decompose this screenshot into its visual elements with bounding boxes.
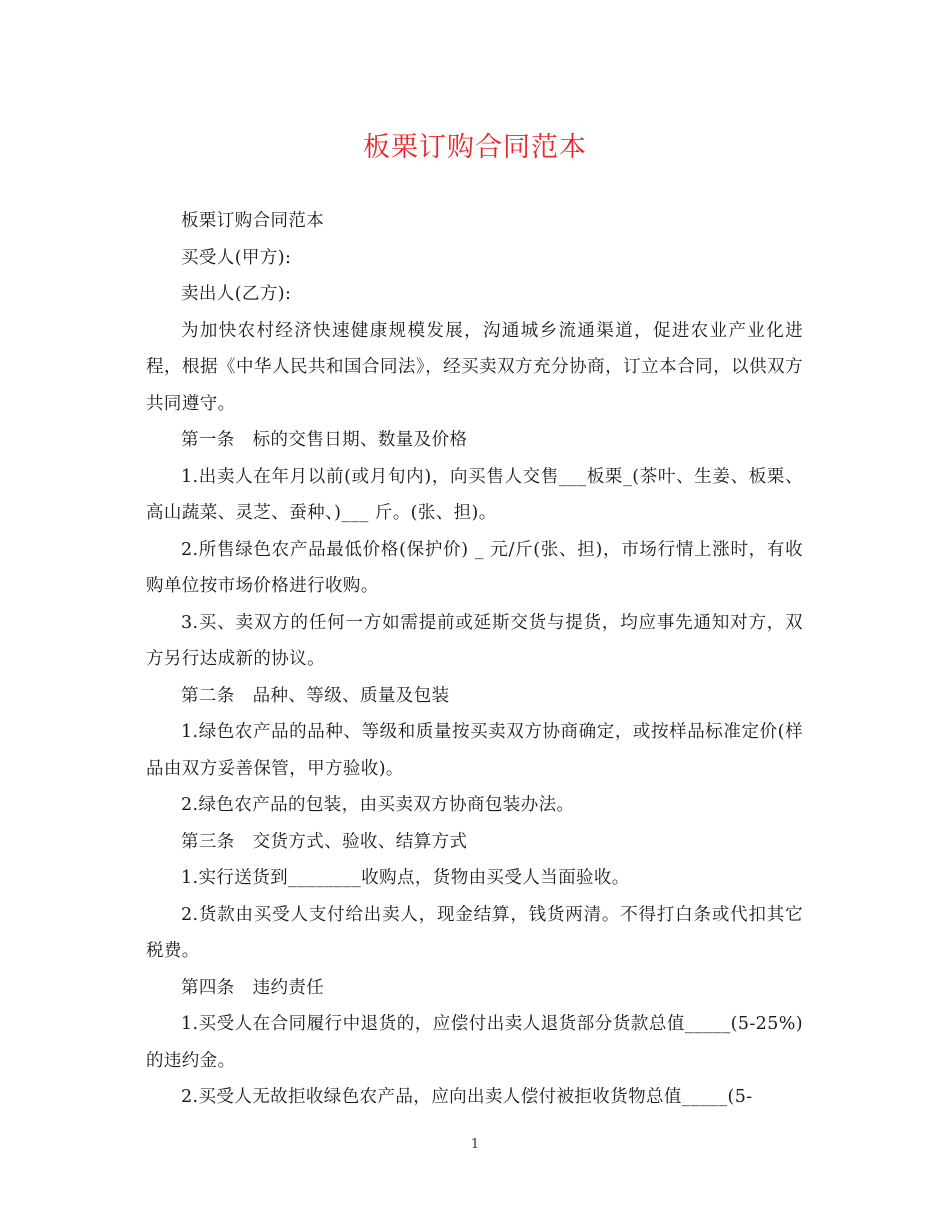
article-2-clause-2: 2.绿色农产品的包装，由买卖双方协商包装办法。 [181, 795, 575, 815]
article-2-clause-1: 1.绿色农产品的品种、等级和质量按买卖双方协商确定，或按样品标准定价(样品由双方妥善保管，甲方验收)。 [146, 722, 803, 779]
document-title: 板栗订购合同范本 [363, 132, 587, 163]
article-4-clause-1: 1.买受人在合同履行中退货的，应偿付出卖人退货部分货款总值_____(5-25%)的违约金。 [146, 1014, 803, 1071]
article-2-heading: 第二条 品种、等级、质量及包装 [181, 685, 450, 706]
paragraph-seller: 卖出人(乙方): [181, 284, 292, 304]
article-3-heading: 第三条 交货方式、验收、结算方式 [181, 831, 468, 852]
document-body [146, 203, 803, 1116]
paragraph-buyer: 买受人(甲方): [181, 247, 292, 268]
paragraph-heading: 板栗订购合同范本 [181, 211, 325, 231]
article-3-clause-2: 2.货款由买受人支付给出卖人，现金结算，钱货两清。不得打白条或代扣其它税费。 [146, 904, 803, 961]
article-1-heading: 第一条 标的交售日期、数量及价格 [181, 430, 468, 450]
page-number: 1 [470, 1137, 480, 1152]
article-4-heading: 第四条 违约责任 [181, 977, 325, 998]
paragraph-preamble: 为加快农村经济快速健康规模发展，沟通城乡流通渠道，促进农业产业化进程，根据《中华人民共和国合同法》，经买卖双方充分协商，订立本合同，以供双方共同遵守。 [146, 320, 803, 414]
article-1-clause-1: 1.出卖人在年月以前(或月旬内)，向买售人交售___板栗_(茶叶、生姜、板栗、高山蔬菜、灵芝、蚕种、)___ 斤。(张、担)。 [146, 466, 803, 523]
article-3-clause-1: 1.实行送货到________收购点，货物由买受人当面验收。 [181, 868, 630, 888]
article-1-clause-3: 3.买、卖双方的任何一方如需提前或延斯交货与提货，均应事先通知对方，双方另行达成新的协议。 [146, 612, 803, 669]
article-1-clause-2: 2.所售绿色农产品最低价格(保护价) _ 元/斤(张、担)，市场行情上涨时，有收购单位按市场价格进行收购。 [146, 539, 803, 596]
article-4-clause-2: 2.买受人无故拒收绿色农产品，应向出卖人偿付被拒收货物总值_____(5- [181, 1087, 753, 1107]
